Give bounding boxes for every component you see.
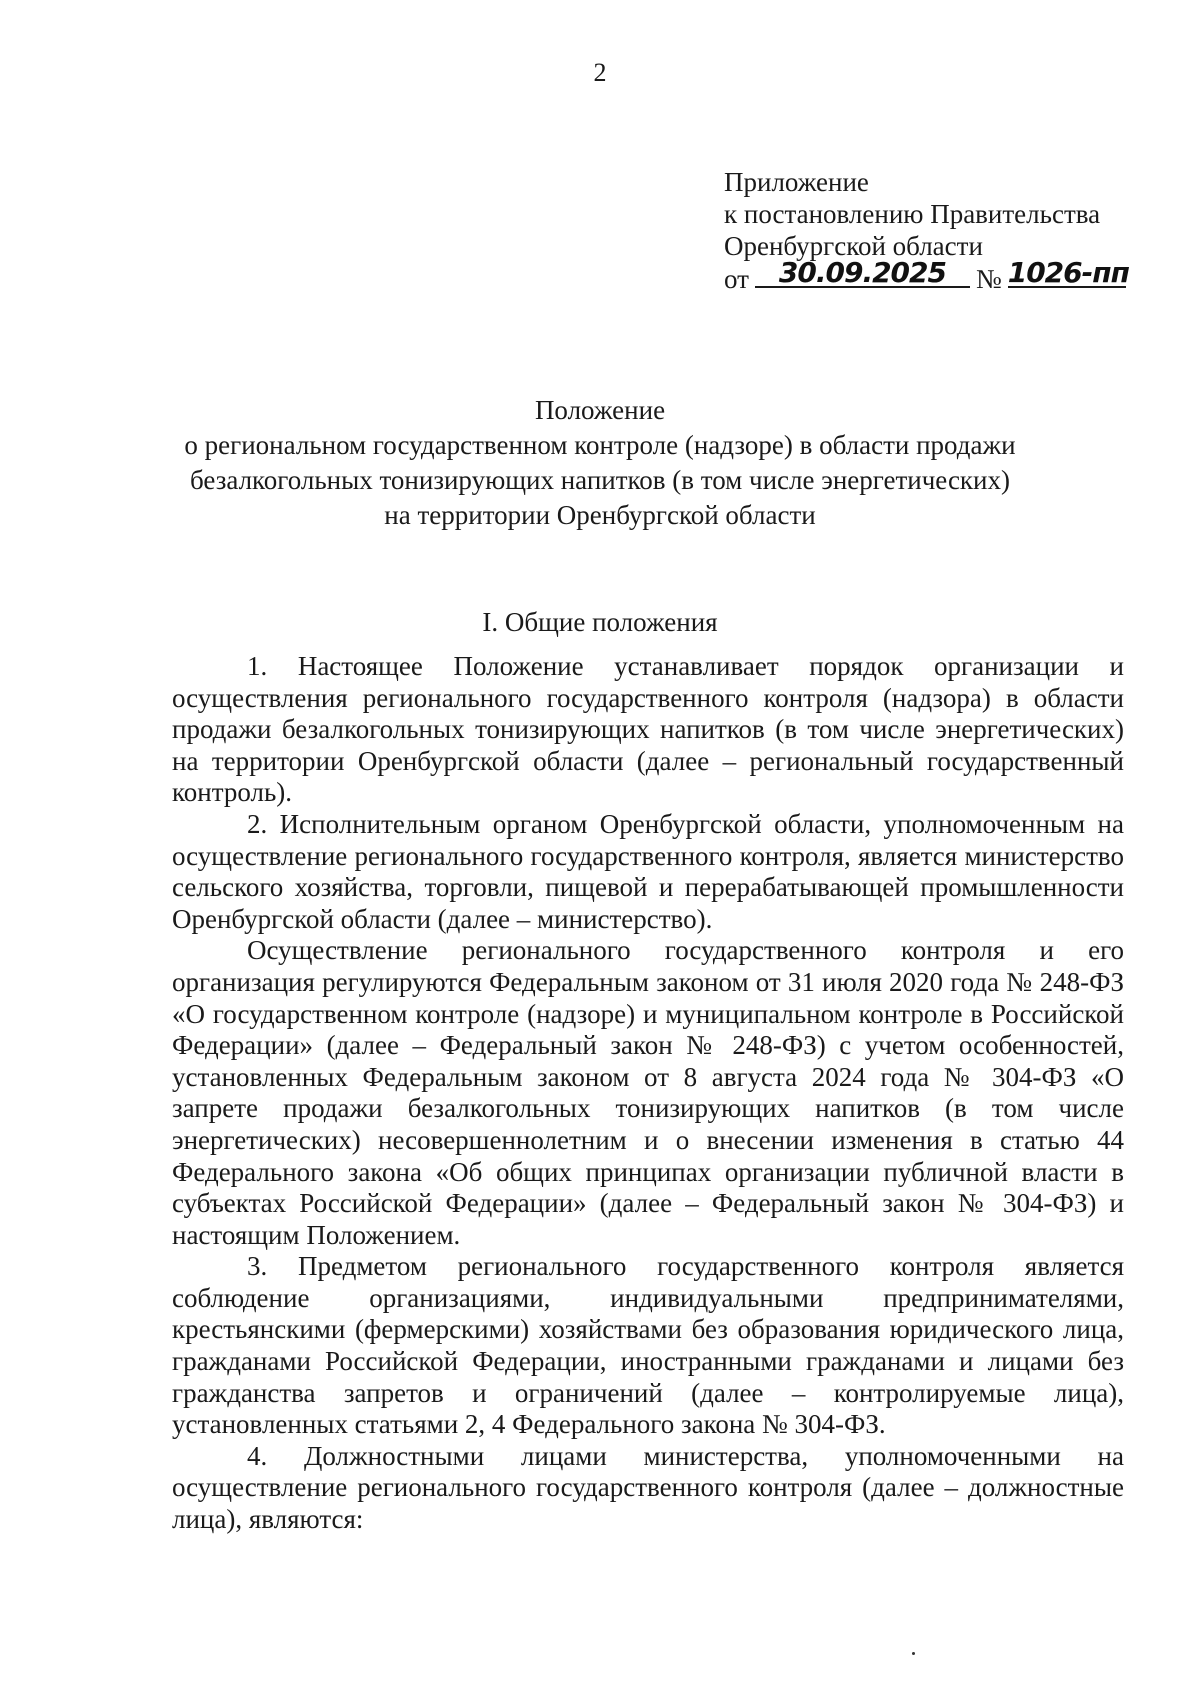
page-number: 2: [593, 58, 607, 87]
paragraph-4: 4. Должностными лицами министерства, уполномоченными на осуществление регионального государственного контроля (далее – должностные лица), являются:: [172, 1440, 1124, 1535]
section-body: [172, 651, 1124, 1536]
paragraph-3: 3. Предметом регионального государственного контроля является соблюдение организациями, индивидуальными предпринимателями, крестьянскими (фермерскими) хозяйствами без образования юридического лица, гражданами Российской Федерации, иностранными гражданами и лицами без гражданства запретов и ограничений (далее – контролируемые лица), установленных статьями 2, 4 Федерального закона № 304-ФЗ.: [172, 1251, 1124, 1440]
number-prefix: №: [975, 264, 1002, 294]
title-line-4: на территории Оренбургской области: [384, 500, 816, 530]
appendix-date-number-line: [724, 256, 1164, 295]
appendix-resolution-ref: к постановлению Правительства: [724, 199, 1101, 229]
appendix-title: Приложение: [724, 167, 869, 197]
title-line-2: о региональном государственном контроле (надзоре) в области продажи: [184, 430, 1016, 460]
paragraph-2-continuation: Осуществление регионального государственного контроля и его организация регулируются Федеральным законом от 31 июля 2020 года № 248-ФЗ «О государственном контроле (надзоре) и муниципальном контроле в Российской Федерации» (далее – Федеральный закон № 248-ФЗ) с учетом особенностей, установленных Федеральным законом от 8 августа 2024 года № 304-ФЗ «О запрете продажи безалкогольных тонизирующих напитков (в том числе энергетических) несовершеннолетним и о внесении изменения в статью 44 Федерального закона «Об общих принципах организации публичной власти в субъектах Российской Федерации» (далее – Федеральный закон № 304-ФЗ) и настоящим Положением.: [172, 935, 1124, 1250]
paragraph-2: 2. Исполнительным органом Оренбургской области, уполномоченным на осуществление регионального государственного контроля, является министерство сельского хозяйства, торговли, пищевой и перерабатывающей промышленности Оренбургской области (далее – министерство).: [172, 808, 1124, 934]
date-prefix: от: [724, 264, 749, 294]
scan-speck: [912, 1652, 915, 1655]
appendix-region: Оренбургской области: [724, 231, 983, 261]
date-field: [755, 256, 970, 289]
handwritten-date: 30.09.2025: [778, 256, 947, 289]
paragraph-1: 1. Настоящее Положение устанавливает порядок организации и осуществления регионального государственного контроля (надзора) в области продажи безалкогольных тонизирующих напитков (в том числе энергетических) на территории Оренбургской области (далее – региональный государственный контроль).: [172, 651, 1124, 808]
appendix-block: [724, 166, 1164, 295]
number-field: [1007, 256, 1129, 289]
title-line-1: Положение: [534, 395, 666, 425]
document-title: [0, 393, 1200, 533]
section-heading: I. Общие положения: [482, 607, 718, 637]
title-line-3: безалкогольных тонизирующих напитков (в том числе энергетических): [190, 465, 1010, 495]
handwritten-number: 1026-пп: [1007, 256, 1129, 289]
